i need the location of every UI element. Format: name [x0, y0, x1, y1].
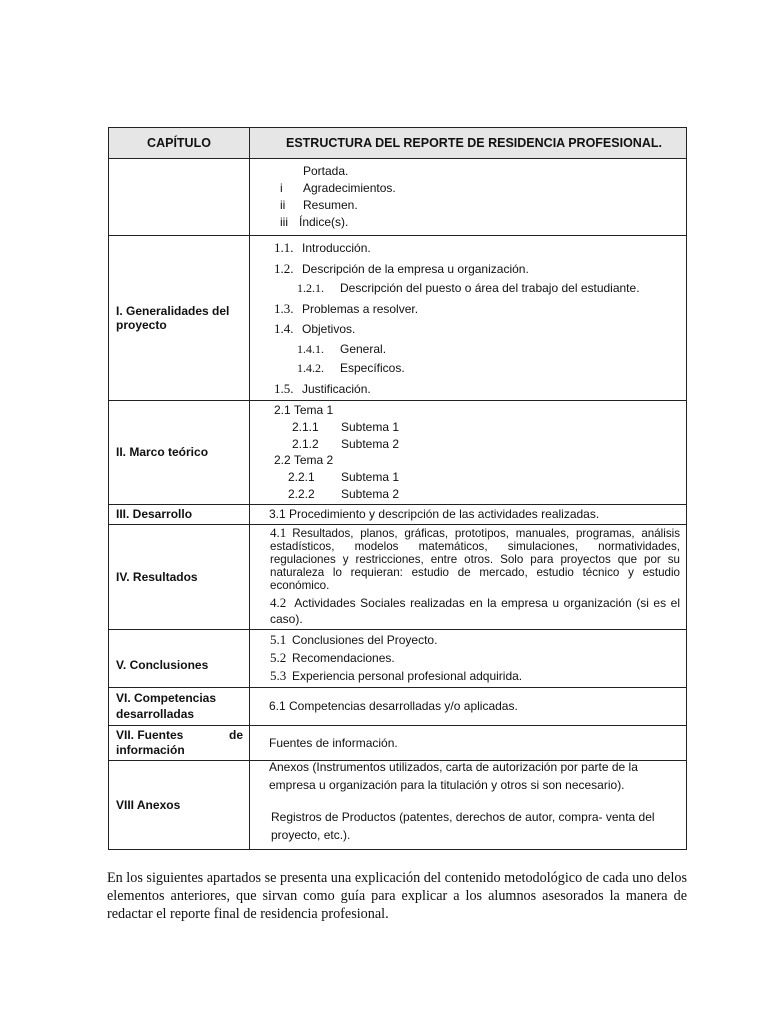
item-number: 2.2 — [274, 453, 291, 468]
table-row — [109, 236, 687, 401]
list-item — [250, 452, 680, 469]
item-text: Específicos. — [340, 361, 405, 375]
list-item — [250, 340, 680, 360]
list-item — [250, 319, 680, 340]
table-row — [109, 524, 687, 629]
chapter-cell: IV. Resultados — [109, 524, 250, 629]
item-text: 6.1 Competencias desarrolladas y/o aplicadas. — [269, 699, 518, 714]
item-text: Resultados, planos, gráficas, prototipos, manuales, programas, análisis estadísticos, modelos matemáticos, simulaciones, normatividades, regulaciones y restricciones, entre otros. Solo para proyectos que por su naturaleza lo requieran: estudio de mercado, estudio técnico y estudio económico. — [270, 527, 680, 593]
list-item — [250, 238, 680, 259]
annex-products-text: Registros de Productos (patentes, derechos de autor, compra- venta del proyecto, etc.). — [271, 809, 655, 842]
item-number: 2.1.1 — [292, 419, 319, 434]
list-item — [250, 214, 680, 231]
chapter-cell: VI. Competencias desarrolladas — [109, 687, 250, 725]
list-item — [250, 419, 680, 436]
item-text: Actividades Sociales realizadas en la empresa u organización (si es el caso). — [270, 596, 680, 627]
table-row — [109, 725, 687, 760]
structure-cell — [250, 760, 687, 849]
structure-cell — [250, 629, 687, 687]
structure-cell — [250, 236, 687, 401]
chapter-cell: II. Marco teórico — [109, 401, 250, 505]
chapter-cell: VIII Anexos — [109, 760, 250, 849]
list-item — [250, 667, 680, 685]
header-chapter: CAPÍTULO — [109, 128, 250, 159]
item-text: 3.1 Procedimiento y descripción de las actividades realizadas. — [269, 507, 600, 522]
item-text: Problemas a resolver. — [302, 301, 419, 316]
item-number: 2.1.2 — [292, 436, 319, 451]
item-text: Índice(s). — [299, 215, 349, 229]
list-item — [250, 379, 680, 400]
chapter-cell — [109, 725, 250, 760]
item-number: ii — [280, 198, 286, 212]
table-row — [109, 159, 687, 236]
item-text: Introducción. — [302, 241, 371, 255]
item-text: Tema 2 — [293, 453, 334, 468]
item-text: Tema 1 — [293, 403, 334, 417]
structure-cell — [250, 524, 687, 629]
list-item — [250, 180, 680, 197]
item-text: Descripción del puesto o área del trabajo del estudiante. — [340, 281, 640, 295]
list-item — [250, 359, 680, 379]
chapter-word: de — [228, 727, 243, 742]
item-number: 2.2.2 — [288, 486, 315, 501]
item-number: 1.4. — [274, 321, 294, 336]
item-number: 5.2 — [270, 650, 287, 666]
item-text: General. — [340, 341, 387, 356]
item-text: Conclusiones del Proyecto. — [292, 633, 438, 648]
list-item — [250, 163, 680, 180]
item-number: 5.1 — [270, 632, 287, 648]
item-text: Agradecimientos. — [303, 181, 396, 195]
item-text: Subtema 1 — [341, 419, 400, 434]
structure-cell — [250, 687, 687, 725]
item-number: 1.5. — [274, 380, 294, 396]
item-number: 4.2 — [270, 595, 287, 611]
structure-cell — [250, 401, 687, 505]
item-text: Objetivos. — [302, 322, 356, 336]
item-text: Subtema 2 — [341, 486, 400, 501]
table-row — [109, 760, 687, 849]
list-item — [250, 469, 680, 486]
chapter-cell — [109, 159, 250, 236]
chapter-cell: I. Generalidades del proyecto — [109, 236, 250, 401]
item-number: 1.1. — [274, 240, 294, 255]
item-text: Fuentes de información. — [269, 735, 398, 750]
item-number: 1.4.2. — [297, 361, 324, 375]
item-number: 4.1 — [270, 525, 287, 541]
header-structure: ESTRUCTURA DEL REPORTE DE RESIDENCIA PROFESIONAL. — [250, 128, 687, 159]
list-item — [250, 486, 680, 503]
chapter-word: VII. Fuentes — [116, 727, 184, 742]
item-number: 1.2.1. — [297, 281, 324, 295]
chapter-cell: V. Conclusiones — [109, 629, 250, 687]
annex-text: Anexos (Instrumentos utilizados, carta de autorización por parte de la empresa u organización para la titulación y otros si son necesario). — [269, 759, 638, 792]
result-item-1 — [270, 526, 680, 592]
table-row — [109, 504, 687, 524]
structure-cell — [250, 504, 687, 524]
item-number: 2.1 — [274, 403, 291, 417]
chapter-second-line: información — [116, 742, 185, 757]
item-text: Resumen. — [303, 198, 358, 212]
chapter-cell: III. Desarrollo — [109, 504, 250, 524]
item-number: 5.3 — [270, 668, 287, 684]
list-item — [250, 299, 680, 320]
list-item — [250, 259, 680, 280]
list-item — [250, 197, 680, 214]
item-text: Recomendaciones. — [292, 651, 395, 666]
item-text: Descripción de la empresa u organización. — [302, 261, 529, 276]
item-number: 1.4.1. — [297, 341, 324, 356]
table-header-row — [109, 128, 687, 159]
table-row — [109, 629, 687, 687]
report-structure-table — [108, 127, 687, 850]
table-row — [109, 687, 687, 725]
list-item — [250, 631, 680, 649]
item-text: Experiencia personal profesional adquirida. — [292, 669, 523, 684]
chapter-first-line — [116, 728, 243, 743]
list-item — [250, 402, 680, 419]
item-text: Subtema 1 — [341, 470, 400, 485]
list-item — [250, 436, 680, 453]
item-number: 2.2.1 — [288, 470, 315, 485]
item-number: i — [280, 181, 283, 195]
item-number: iii — [280, 215, 288, 229]
list-item — [250, 279, 680, 299]
closing-paragraph: En los siguientes apartados se presenta una explicación del contenido metodológico de cada uno delos elementos anteriores, que sirvan como guía para explicar a los alumnos asesorados la manera de redactar el reporte final de residencia profesional. — [107, 870, 687, 922]
item-number: 1.2. — [274, 260, 294, 276]
result-item-2 — [270, 595, 680, 627]
table-row — [109, 401, 687, 505]
item-text: Justificación. — [302, 381, 371, 396]
list-item — [250, 649, 680, 667]
structure-cell — [250, 159, 687, 236]
item-text: Portada. — [303, 164, 349, 178]
item-number: 1.3. — [274, 300, 294, 316]
item-text: Subtema 2 — [341, 436, 400, 451]
structure-cell — [250, 725, 687, 760]
